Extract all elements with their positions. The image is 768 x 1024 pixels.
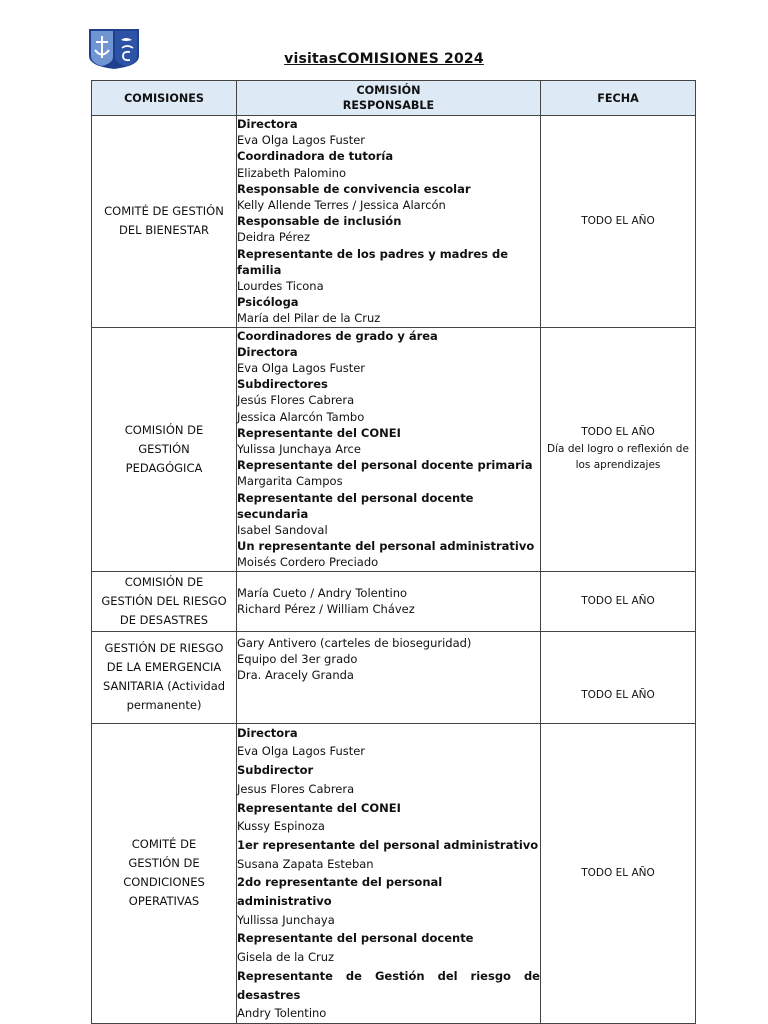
fecha-cell (541, 571, 696, 631)
header-comision-responsable: COMISIÓN RESPONSABLE (237, 81, 541, 116)
responsable-name: Lourdes Ticona (237, 279, 324, 294)
responsable-name: Eva Olga Lagos Fuster (237, 744, 366, 759)
responsable-name: Jesús Flores Cabrera (237, 393, 355, 408)
responsable-name: Jesus Flores Cabrera (237, 781, 355, 796)
fecha-text: TODO EL AÑO (581, 426, 655, 439)
responsable-role: Directora (237, 725, 298, 740)
responsable-name: Yulissa Junchaya Arce (237, 442, 361, 457)
comision-name: COMITÉ DE GESTIÓN DE CONDICIONES OPERATIVAS (123, 837, 205, 909)
responsable-role: Responsable de convivencia escolar (237, 181, 471, 196)
responsable-role: Representante de Gestión del riesgo de desastres (237, 968, 540, 1002)
comision-name: COMISIÓN DE GESTIÓN PEDAGÓGICA (124, 422, 204, 475)
comisiones-table (91, 80, 696, 1024)
fecha-cell (541, 631, 696, 723)
table-row (92, 723, 696, 1023)
responsable-name: Kussy Espinoza (237, 819, 325, 834)
table-row (92, 116, 696, 328)
responsables-cell (237, 116, 541, 328)
responsable-role: Representante del personal docente secundaria (237, 490, 474, 521)
responsable-name: Gisela de la Cruz (237, 950, 335, 965)
responsable-name: Eva Olga Lagos Fuster (237, 361, 366, 376)
comision-name-cell (92, 116, 237, 328)
responsable-name: Richard Pérez / William Chávez (237, 602, 415, 617)
header-comisiones: COMISIONES (92, 81, 237, 116)
responsable-name: María Cueto / Andry Tolentino (237, 585, 408, 600)
responsables-cell (237, 571, 541, 631)
responsable-role: Directora (237, 344, 298, 359)
responsable-role: Representante del personal docente (237, 931, 474, 946)
table-row (92, 327, 696, 571)
comision-name: COMITÉ DE GESTIÓN DEL BIENESTAR (104, 204, 224, 238)
table-row (92, 631, 696, 723)
responsable-name: Yullissa Junchaya (237, 912, 335, 927)
responsable-name: Eva Olga Lagos Fuster (237, 133, 366, 148)
comision-name-cell (92, 631, 237, 723)
responsable-role: Directora (237, 117, 298, 131)
responsable-name: Gary Antivero (carteles de bioseguridad) (237, 635, 472, 650)
fecha-text: TODO EL AÑO (581, 594, 655, 607)
responsable-role: Responsable de inclusión (237, 214, 402, 229)
responsable-role: Un representante del personal administrativo (237, 539, 535, 554)
fecha-text: TODO EL AÑO (581, 688, 655, 701)
fecha-text: TODO EL AÑO (581, 867, 655, 880)
responsable-role: 1er representante del personal administrativo (237, 837, 539, 852)
fecha-cell (541, 116, 696, 328)
comision-name-cell (92, 327, 237, 571)
comision-name: GESTIÓN DE RIESGO DE LA EMERGENCIA SANITARIA (Actividad permanente) (102, 641, 226, 713)
header-fecha: FECHA (541, 81, 696, 116)
fecha-cell (541, 327, 696, 571)
responsable-name: María del Pilar de la Cruz (237, 311, 381, 326)
responsable-name: Dra. Aracely Granda (237, 668, 354, 683)
fecha-text: TODO EL AÑO (581, 215, 655, 228)
document-title: visitasCOMISIONES 2024 (284, 51, 484, 67)
responsable-role: Subdirector (237, 763, 314, 778)
comision-name-cell (92, 723, 237, 1023)
responsable-role: Coordinadora de tutoría (237, 149, 394, 164)
responsable-name: Susana Zapata Esteban (237, 856, 374, 871)
comision-name: COMISIÓN DE GESTIÓN DEL RIESGO DE DESASTRES (101, 574, 227, 627)
fecha-text: Día del logro o reflexión de los aprendizajes (547, 442, 689, 472)
responsable-role: Coordinadores de grado y área (237, 328, 438, 343)
table-row (92, 571, 696, 631)
responsables-cell (237, 327, 541, 571)
responsable-role: Psicóloga (237, 295, 299, 310)
comision-name-cell (92, 571, 237, 631)
responsable-name: Equipo del 3er grado (237, 651, 358, 666)
responsable-role: Subdirectores (237, 377, 328, 392)
responsable-name: Jessica Alarcón Tambo (237, 409, 365, 424)
responsable-name: Elizabeth Palomino (237, 165, 346, 180)
responsable-name: Moisés Cordero Preciado (237, 555, 379, 570)
responsable-role: Representante de los padres y madres de familia (237, 246, 509, 277)
responsable-role: 2do representante del personal administrativo (237, 875, 443, 909)
responsables-cell (237, 631, 541, 723)
responsable-name: Deidra Pérez (237, 230, 311, 245)
responsable-name: Margarita Campos (237, 474, 343, 489)
responsable-name: Andry Tolentino (237, 1006, 327, 1021)
fecha-cell (541, 723, 696, 1023)
responsables-cell (237, 723, 541, 1023)
responsable-name: Kelly Allende Terres / Jessica Alarcón (237, 198, 446, 213)
responsable-role: Representante del personal docente primaria (237, 458, 533, 473)
responsable-role: Representante del CONEI (237, 800, 401, 815)
responsable-name: Isabel Sandoval (237, 523, 328, 538)
table-header-row (92, 81, 696, 116)
responsable-role: Representante del CONEI (237, 425, 401, 440)
